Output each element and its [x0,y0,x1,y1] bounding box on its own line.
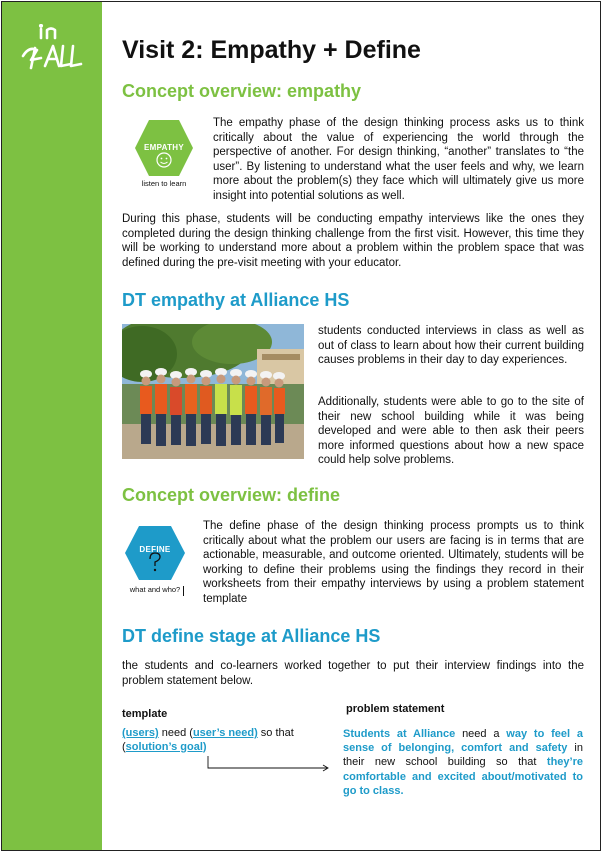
empathy-overview-heading: Concept overview: empathy [122,81,362,101]
problem-statement-label: problem statement [346,703,445,715]
template-need: user’s need) [192,727,258,739]
template-goal: solution’s goal) [125,740,207,753]
empathy-badge-caption: listen to learn [141,179,187,188]
dt-define-intro: the students and co-learners worked together to put their interview findings into the problem statement below. [122,660,584,687]
sidebar [2,2,102,850]
dt-empathy-paragraph-2: Additionally, students were able to go to the site of their new school building while it was being developed and were able to then ask their peers more informed questions about how a new space could help solve problems. [318,396,584,467]
template-users: (users) [122,727,159,739]
ps-text-1: need a [455,728,507,740]
template-to-statement-arrow-icon [207,756,332,772]
template-text-2: so that ( [122,727,294,753]
empathy-overview-paragraph-1: The empathy phase of the design thinking process asks us to think critically about the value of experiencing the world through the perspective of another. For design thinking, “another” translates to “the user”. By listening to understand what the user feels and why, we learn more about the problem(s) they face which will ultimately give us more insight into potential solutions as well. [213,117,584,202]
logo-graphic [19,24,85,72]
define-badge-caption: what and who? [129,585,181,594]
group-photo-image [122,324,304,459]
in4all-logo [19,24,85,72]
ps-users: Students at Alliance [343,728,456,740]
define-overview-heading: Concept overview: define [122,485,341,505]
dt-define-heading: DT define stage at Alliance HS [122,626,381,646]
students-site-visit-photo [122,324,304,459]
dt-empathy-heading: DT empathy at Alliance HS [122,290,350,310]
template-text-1: need ( [158,727,193,739]
define-badge-label: DEFINE [139,545,171,554]
problem-statement [343,727,583,798]
dt-empathy-paragraph-1: students conducted interviews in class as well as out of class to learn about how their current building causes problems in their day to day experiences. [318,325,584,367]
define-badge [122,525,188,594]
template-label: template [122,708,168,720]
page-title: Visit 2: Empathy + Define [122,36,421,64]
empathy-overview-paragraph-2: During this phase, students will be conducting empathy interviews like the ones they completed during the design thinking challenge from the first visit. However, this time they will be working to understand more about a problem within the problem space that was defined during the pre-visit meeting with your educator. [122,213,584,269]
define-caption-divider [183,586,184,596]
define-overview-paragraph: The define phase of the design thinking process prompts us to think critically about what the problem our users are facing is in terms that are actionable, measurable, and outcome oriented. Ultimately, students will be working to define their problems using the findings they record in their worksheets from their empathy interviews by using a problem statement template [203,520,584,605]
ps-goal: they’re comfortable and excited about/motivated to go to class. [343,756,583,797]
template-statement [122,727,302,754]
page [1,1,601,851]
ps-need: way to feel a sense of belonging, comfort and safety [343,728,583,755]
empathy-badge-label: EMPATHY [143,143,185,152]
ps-text-2: in their new school building so that [343,742,583,769]
empathy-badge [132,119,196,188]
